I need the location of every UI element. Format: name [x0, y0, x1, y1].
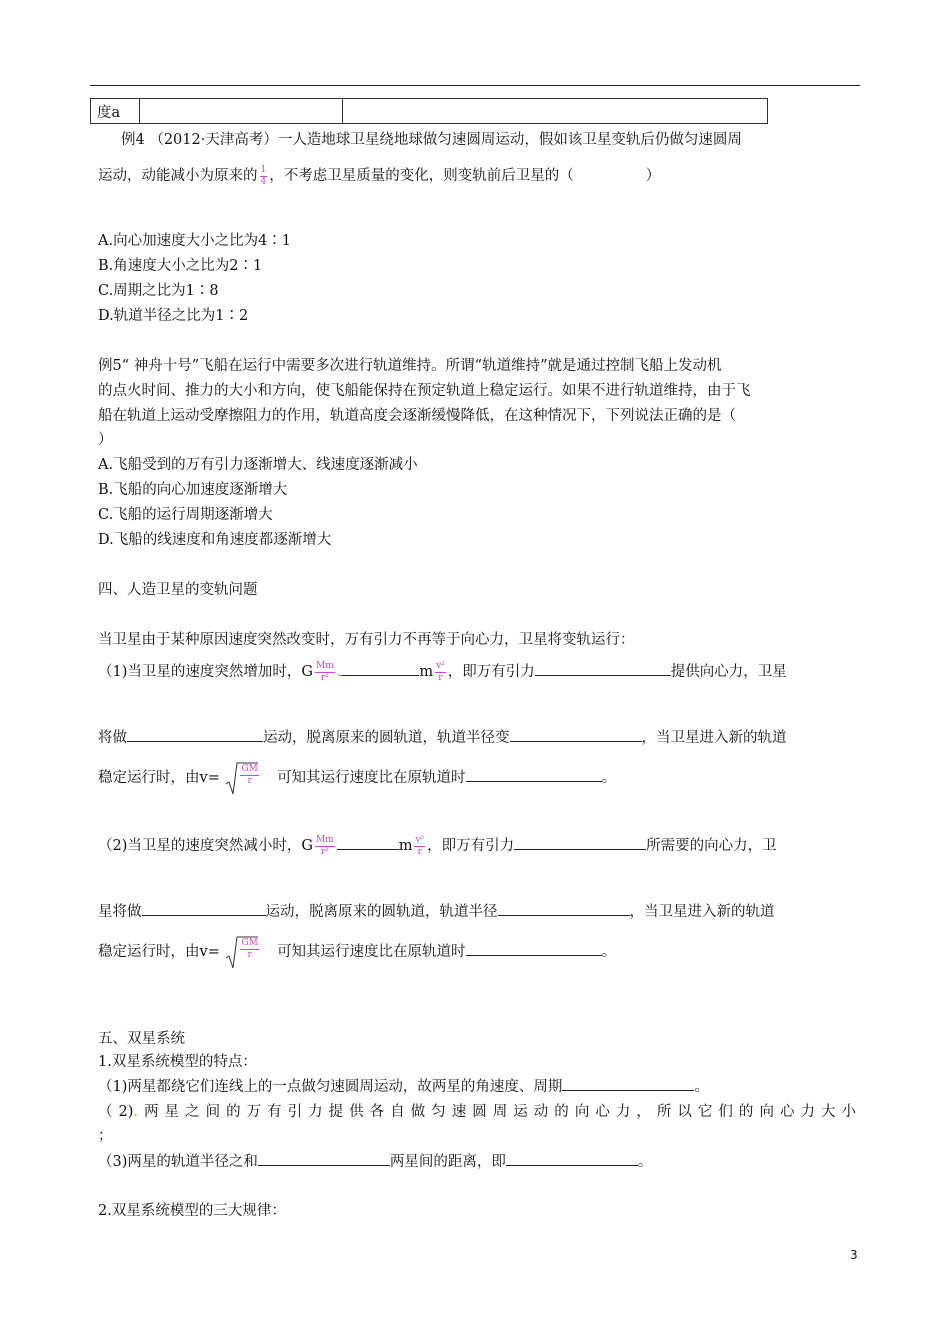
option-c: C.周期之比为1∶8: [98, 283, 219, 299]
ex4-text: ，不考虑卫星质量的变化，则变轨前后卫星的（: [269, 168, 574, 184]
text: 星将做: [98, 904, 142, 920]
option-d: D.飞船的线速度和角速度都逐渐增大: [98, 532, 332, 548]
text: 。: [694, 1079, 709, 1095]
sec4-p1-line3: [98, 760, 616, 796]
frac-den: r: [438, 672, 443, 683]
frac-num: 1: [260, 164, 267, 175]
sqrt-gm-over-r: [224, 934, 258, 970]
answer-blank[interactable]: [341, 661, 419, 676]
sec5-item2-end: ；: [98, 1128, 113, 1144]
fraction-mm-r2: [315, 661, 335, 684]
answer-blank[interactable]: [142, 901, 266, 916]
frac-num: GM: [241, 938, 258, 948]
fraction-v2-r: [435, 661, 446, 684]
text: 可知其运行速度比在原轨道时: [277, 944, 466, 960]
text: 稳定运行时，由v=: [98, 770, 220, 786]
text: 将做: [98, 730, 127, 746]
text: 提供向心力，卫星: [670, 664, 787, 680]
text: （3)两星的轨道半径之和: [98, 1154, 258, 1170]
answer-blank[interactable]: [562, 1076, 694, 1091]
table-cell: [140, 99, 343, 124]
text: m: [419, 664, 434, 680]
text: 。: [601, 770, 617, 786]
answer-blank[interactable]: [514, 835, 646, 850]
sec4-p2-line1: [98, 834, 777, 858]
text: （2)当卫星的速度突然减小时，G: [98, 838, 313, 854]
text: ，当卫星进入新的轨道: [641, 730, 787, 746]
frac-num: v²: [436, 660, 445, 671]
answer-blank[interactable]: [510, 727, 642, 742]
frac-den: r: [247, 776, 252, 786]
table-row: [91, 99, 768, 124]
table-cell: 度a: [91, 99, 140, 124]
ex4-text: ）: [645, 168, 661, 184]
section-heading: 五、双星系统: [98, 1031, 185, 1047]
answer-blank[interactable]: [258, 1151, 390, 1166]
text: 运动，脱离原来的圆轨道，轨道半径: [265, 904, 498, 920]
text: .: [133, 1104, 139, 1120]
text: （1)两星都绕它们连线上的一点做匀速圆周运动，故两星的角速度、周期: [98, 1079, 563, 1095]
answer-blank[interactable]: [337, 835, 399, 850]
sqrt-gm-over-r: [224, 760, 258, 796]
ex4-text: 运动，动能减小为原来的: [98, 168, 258, 184]
sec4-p1-line1: （1)当卫星的速度突然增加时，G $\frac{Mm}{\text{r²}}$ . m $\frac{\text{v²}}{r}$ ，即万有引力 提供向心力，卫星: [98, 660, 787, 683]
sec5-item1: [98, 1075, 709, 1096]
sec5-item3: [98, 1150, 652, 1171]
sec4-intro: 当卫星由于某种原因速度突然改变时，万有引力不再等于向心力，卫星将变轨运行：: [98, 632, 635, 648]
option-d: D.轨道半径之比为1∶2: [98, 308, 249, 324]
sec5-sub1: 1.双星系统模型的特点：: [98, 1054, 257, 1070]
page-number: 3: [850, 1248, 858, 1262]
text: ，即万有引力: [427, 838, 515, 854]
answer-blank[interactable]: [466, 941, 602, 956]
text: 可知其运行速度比在原轨道时: [277, 770, 466, 786]
fraction-mm-r2: [315, 835, 335, 858]
answer-blank[interactable]: [127, 727, 263, 742]
text: 稳定运行时，由v=: [98, 944, 220, 960]
option-b: B.飞船的向心加速度逐渐增大: [98, 482, 288, 498]
text: 运动，脱离原来的圆轨道，轨道半径变: [263, 730, 510, 746]
frac-num: Mm: [315, 660, 334, 671]
sec4-p1-line2: [98, 726, 787, 747]
answer-blank[interactable]: [466, 767, 602, 782]
sec5-item2: [98, 1100, 856, 1121]
fraction-one-quarter: [260, 165, 268, 188]
answer-blank[interactable]: [506, 1151, 638, 1166]
table-fragment: [90, 98, 768, 124]
sec4-p2-line3: [98, 934, 616, 970]
option-b: B.角速度大小之比为2∶1: [98, 258, 263, 274]
answer-blank[interactable]: [535, 661, 671, 676]
sec5-sub2: 2.双星系统模型的三大规律：: [98, 1203, 286, 1219]
text: （2): [98, 1104, 134, 1120]
ex4-line2: [98, 164, 660, 188]
frac-den: r²: [320, 846, 329, 857]
ex5-line4: ）: [98, 432, 113, 448]
ex5-line3: 船在轨道上运动受摩擦阻力的作用，轨道高度会逐渐缓慢降低，在这种情况下，下列说法正确的是（: [98, 408, 736, 424]
option-a: A.向心加速度大小之比为4∶1: [98, 233, 292, 249]
header-rule: [90, 85, 860, 86]
ex5-line2: 的点火时间、推力的大小和方向，使飞船能保持在预定轨道上稳定运行。如果不进行轨道维持，由于飞: [98, 383, 751, 399]
ex4-line1: 例4 （2012·天津高考）一人造地球卫星绕地球做匀速圆周运动，假如该卫星变轨后仍做匀速圆周: [121, 132, 742, 148]
text: 两星间的距离，即: [389, 1154, 506, 1170]
text: 两星之间的万有引力提供各自做匀速圆周运动的向心力，所以它们的向心力大小: [138, 1104, 856, 1120]
option-c: C.飞船的运行周期逐渐增大: [98, 507, 273, 523]
frac-num: Mm: [315, 834, 334, 845]
section-heading: 四、人造卫星的变轨问题: [98, 582, 258, 598]
fraction-v2-r: [414, 835, 425, 858]
frac-den: 4: [260, 176, 267, 187]
frac-den: r: [417, 846, 422, 857]
sec4-p2-line2: [98, 900, 775, 921]
frac-den: r²: [320, 672, 329, 683]
ex5-line1: 例5“ 神舟十号”飞船在运行中需要多次进行轨道维持。所谓“轨道维持”就是通过控制飞船上发动机: [98, 358, 722, 374]
text: 。: [637, 1154, 653, 1170]
text: ，即万有引力: [447, 664, 535, 680]
option-a: A.飞船受到的万有引力逐渐增大、线速度逐渐减小: [98, 457, 418, 473]
text: 。: [601, 944, 617, 960]
frac-num: GM: [241, 764, 258, 774]
text: m: [398, 838, 413, 854]
frac-num: v²: [415, 834, 425, 845]
frac-den: r: [247, 950, 252, 960]
table-cell: [343, 99, 768, 124]
text: （1)当卫星的速度突然增加时，G: [98, 664, 313, 680]
answer-blank[interactable]: [498, 901, 630, 916]
text: 所需要的向心力，卫: [646, 838, 777, 854]
text: ，当卫星进入新的轨道: [629, 904, 775, 920]
